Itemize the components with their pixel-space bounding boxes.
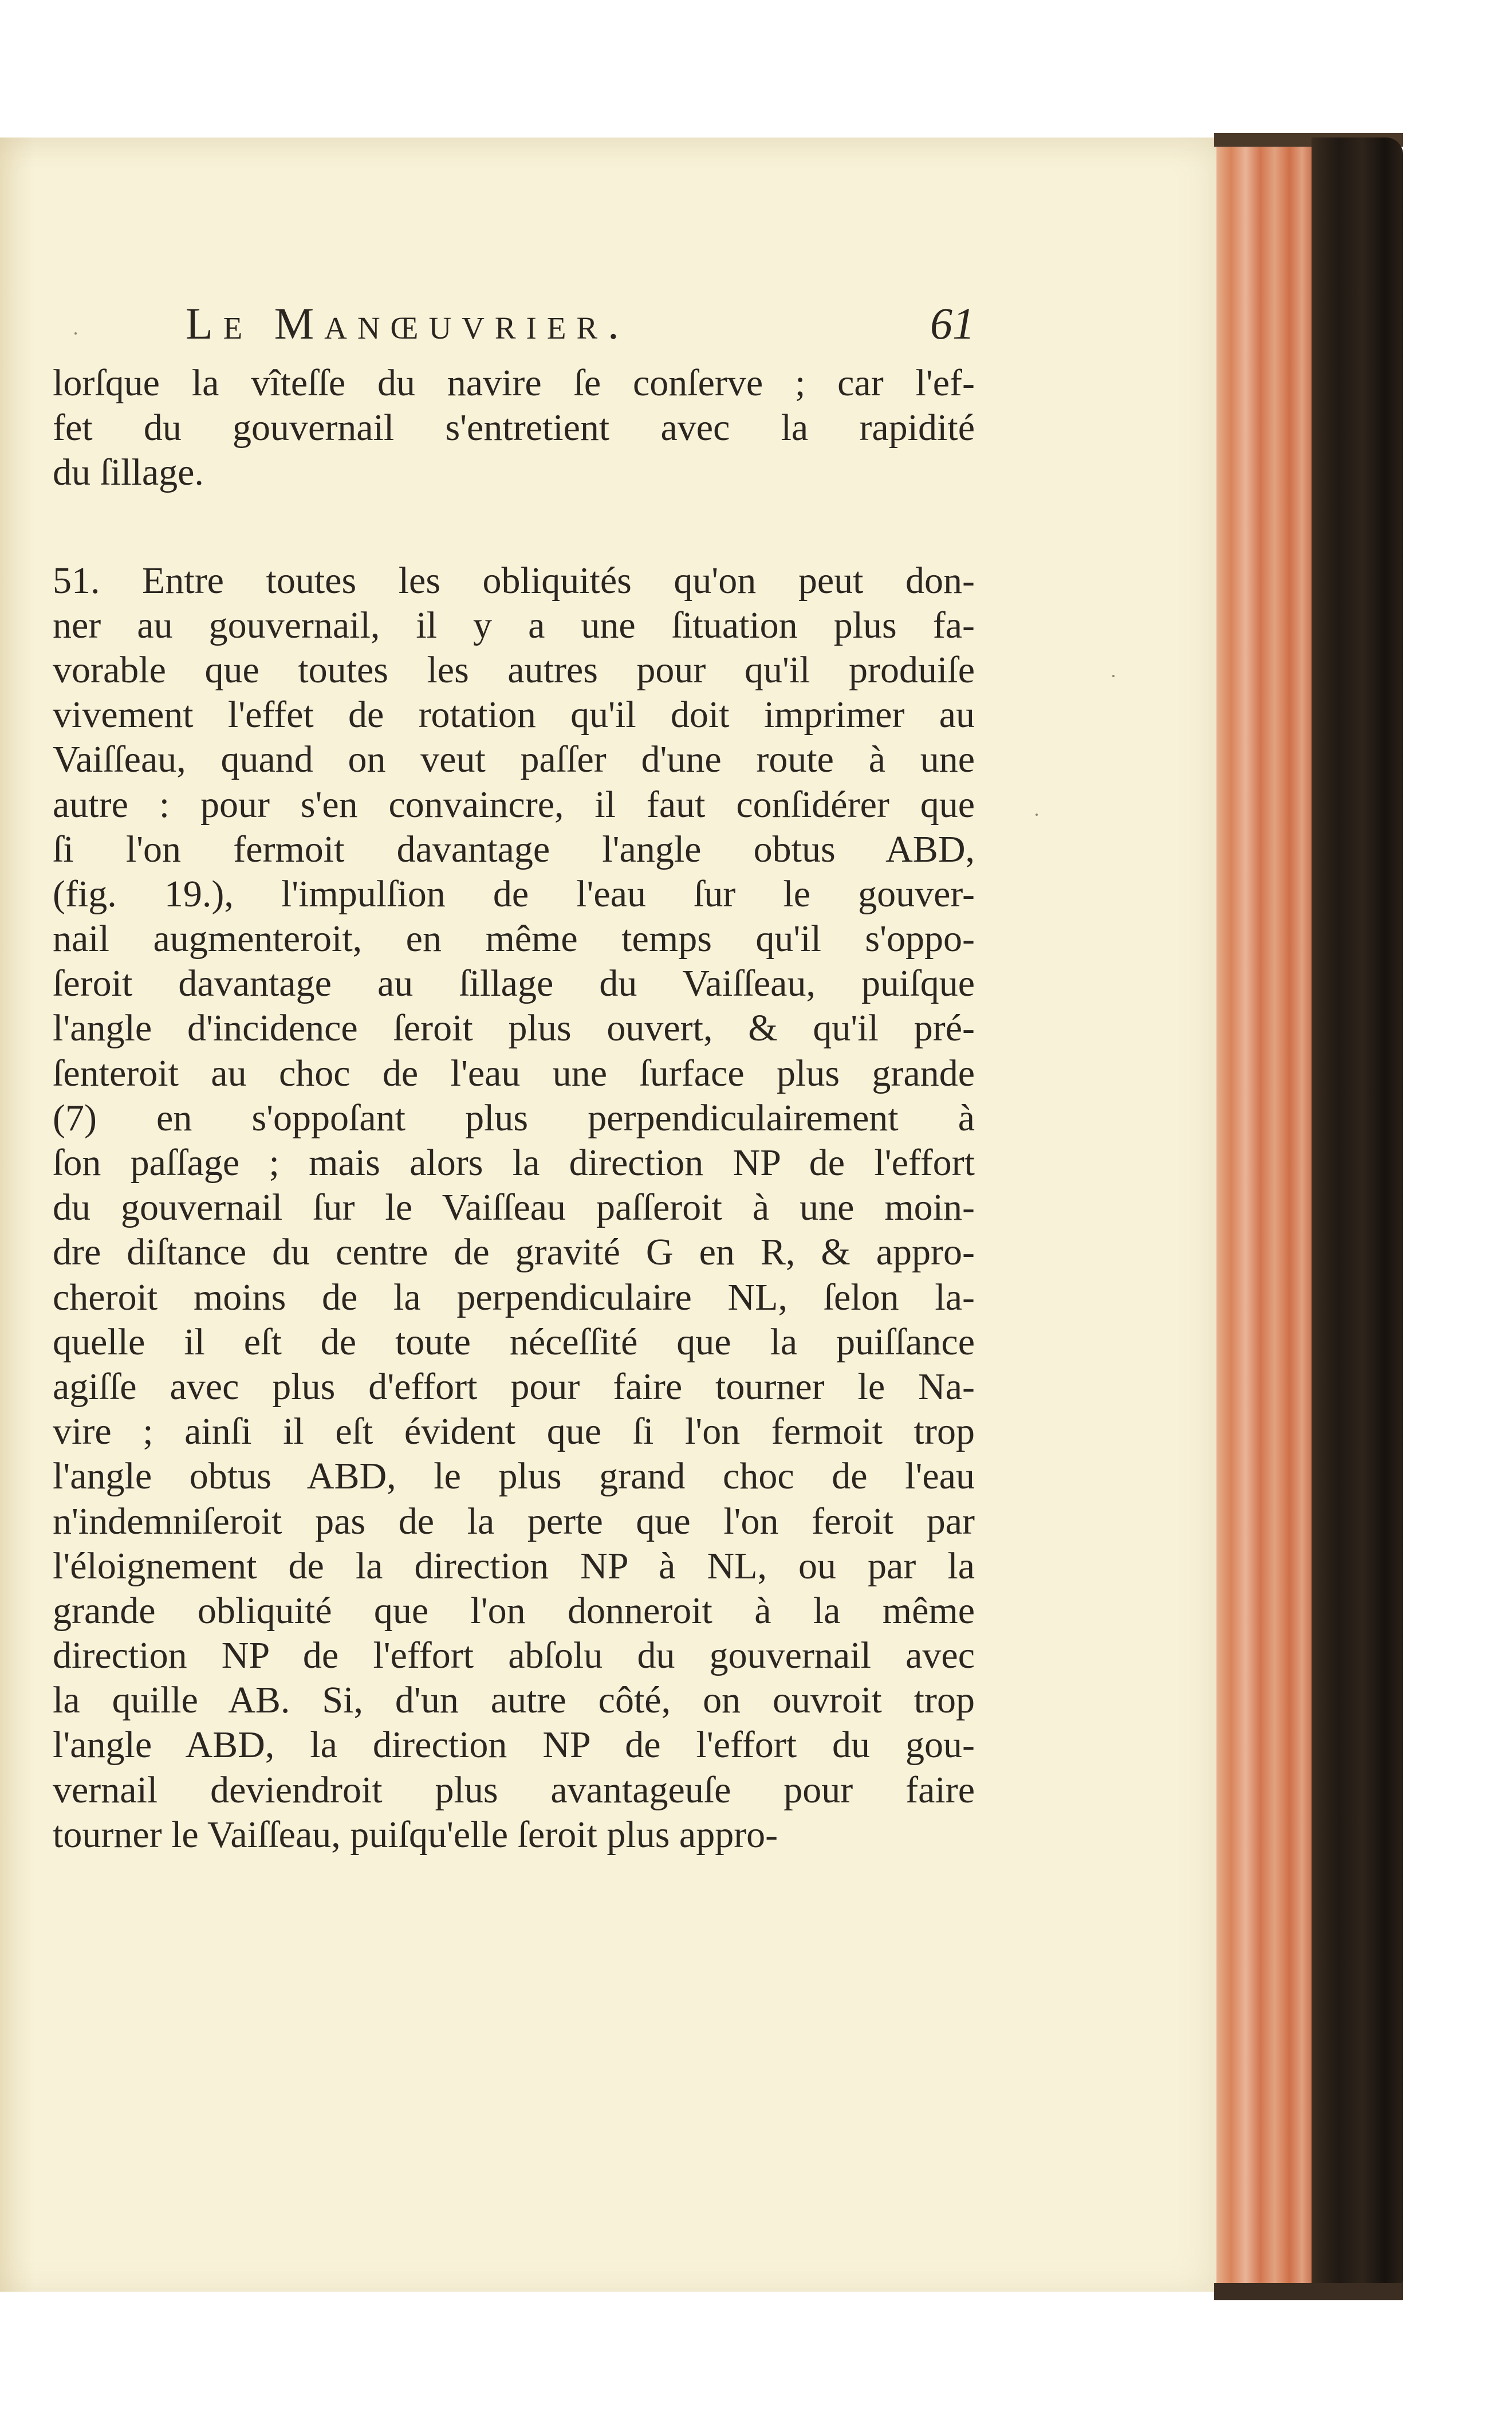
text-line: Vaiſſeau, quand on veut paſſer d'une route à une bbox=[53, 738, 975, 781]
page-number: 61 bbox=[930, 298, 975, 348]
text-line: l'éloignement de la direction NP à NL, ou par la bbox=[53, 1545, 975, 1587]
book-cover-edge bbox=[1312, 138, 1403, 2297]
text-line: direction NP de l'effort abſolu du gouvernail avec bbox=[53, 1635, 975, 1677]
paper-speck bbox=[1112, 675, 1115, 677]
page-text bbox=[53, 298, 975, 1857]
text-line: grande obliquité que l'on donneroit à la même bbox=[53, 1589, 975, 1632]
text-line: (fig. 19.), l'impulſion de l'eau ſur le gouver- bbox=[53, 873, 975, 915]
text-line: tourner le Vaiſſeau, puiſqu'elle ſeroit plus appro- bbox=[53, 1813, 778, 1856]
paragraph-continuation bbox=[53, 361, 975, 496]
text-line: ſi l'on fermoit davantage l'angle obtus ABD, bbox=[53, 828, 975, 870]
text-line: ſeroit davantage au ſillage du Vaiſſeau, puiſque bbox=[53, 962, 975, 1005]
text-line: vivement l'effet de rotation qu'il doit imprimer au bbox=[53, 694, 975, 736]
text-line: nail augmenteroit, en même temps qu'il s'oppo- bbox=[53, 918, 975, 960]
text-line: vernail deviendroit plus avantageuſe pour faire bbox=[53, 1769, 975, 1811]
page-fore-edge bbox=[1216, 143, 1314, 2286]
gutter-shadow bbox=[0, 138, 34, 2292]
text-line: la quille AB. Si, d'un autre côté, on ouvroit trop bbox=[53, 1679, 975, 1722]
text-line: du ſillage. bbox=[53, 451, 204, 494]
paragraph-gap bbox=[53, 496, 975, 559]
text-line: lorſque la vîteſſe du navire ſe conſerve ; car l'ef- bbox=[53, 362, 975, 404]
text-line: vire ; ainſi il eſt évident que ſi l'on fermoit trop bbox=[53, 1411, 975, 1453]
text-line: l'angle obtus ABD, le plus grand choc de l'eau bbox=[53, 1455, 975, 1498]
text-line: (7) en s'oppoſant plus perpendiculairement à bbox=[53, 1097, 975, 1139]
text-line: ſenteroit au choc de l'eau une ſurface plus grande bbox=[53, 1052, 975, 1094]
text-line: autre : pour s'en convaincre, il faut conſidérer que bbox=[53, 783, 975, 826]
paragraph-51 bbox=[53, 559, 975, 1857]
text-line: dre diſtance du centre de gravité G en R, & appro- bbox=[53, 1231, 975, 1274]
text-line: n'indemniſeroit pas de la perte que l'on feroit par bbox=[53, 1500, 975, 1542]
text-line: quelle il eſt de toute néceſſité que la puiſſance bbox=[53, 1321, 975, 1363]
text-line: l'angle ABD, la direction NP de l'effort du gou- bbox=[53, 1724, 975, 1766]
text-line: cheroit moins de la perpendiculaire NL, ſelon la- bbox=[53, 1276, 975, 1318]
text-line: du gouvernail ſur le Vaiſſeau paſſeroit à une moin- bbox=[53, 1187, 975, 1229]
running-title: Le Manœuvrier. bbox=[186, 298, 629, 348]
text-line: l'angle d'incidence ſeroit plus ouvert, & qu'il pré- bbox=[53, 1007, 975, 1050]
cover-bottom-edge bbox=[1214, 2283, 1403, 2300]
text-line: 51. Entre toutes les obliquités qu'on peut don- bbox=[53, 559, 975, 602]
text-line: agiſſe avec plus d'effort pour faire tourner le Na- bbox=[53, 1365, 975, 1408]
paper-speck bbox=[1035, 814, 1038, 816]
running-head bbox=[53, 298, 975, 361]
text-line: ner au gouvernail, il y a une ſituation plus fa- bbox=[53, 604, 975, 646]
text-line: fet du gouvernail s'entretient avec la rapidité bbox=[53, 407, 975, 449]
text-line: vorable que toutes les autres pour qu'il produiſe bbox=[53, 649, 975, 691]
text-line: ſon paſſage ; mais alors la direction NP de l'effort bbox=[53, 1142, 975, 1184]
